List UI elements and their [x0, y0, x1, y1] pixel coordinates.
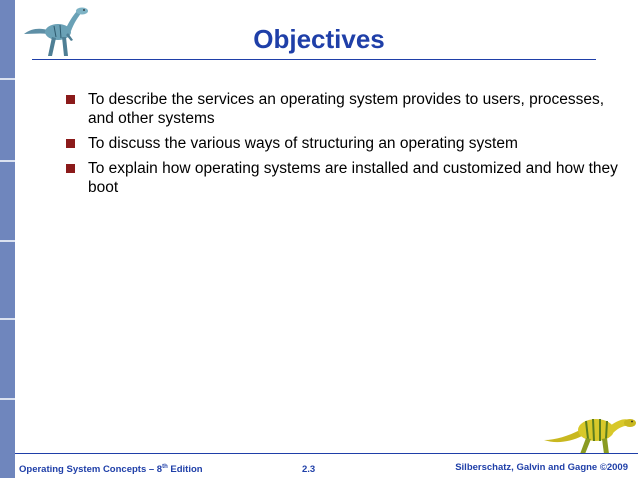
side-bar — [0, 0, 15, 478]
bullet-text: To describe the services an operating system provides to users, processes, and other systems — [88, 91, 605, 127]
list-item — [62, 159, 622, 197]
square-bullet-icon — [66, 139, 75, 148]
slide-title: Objectives — [253, 24, 385, 54]
bullet-text: To explain how operating systems are installed and customized and how they boot — [88, 160, 618, 196]
footer-book-title — [19, 464, 203, 475]
footer-title-text: Operating System Concepts – 8 — [19, 464, 163, 476]
square-bullet-icon — [66, 95, 75, 104]
footer-title-suffix: Edition — [167, 464, 203, 476]
bullet-text: To discuss the various ways of structuring an operating system — [88, 135, 518, 152]
title-divider — [32, 59, 596, 60]
footer-title-sup: th — [162, 464, 168, 470]
footer-divider — [15, 453, 638, 454]
objectives-list — [62, 90, 622, 203]
list-item — [62, 134, 622, 153]
square-bullet-icon — [66, 164, 75, 173]
dinosaur-icon — [540, 406, 638, 456]
list-item — [62, 90, 622, 128]
footer-copyright: Silberschatz, Galvin and Gagne ©2009 — [455, 462, 628, 473]
page-number: 2.3 — [302, 464, 316, 475]
